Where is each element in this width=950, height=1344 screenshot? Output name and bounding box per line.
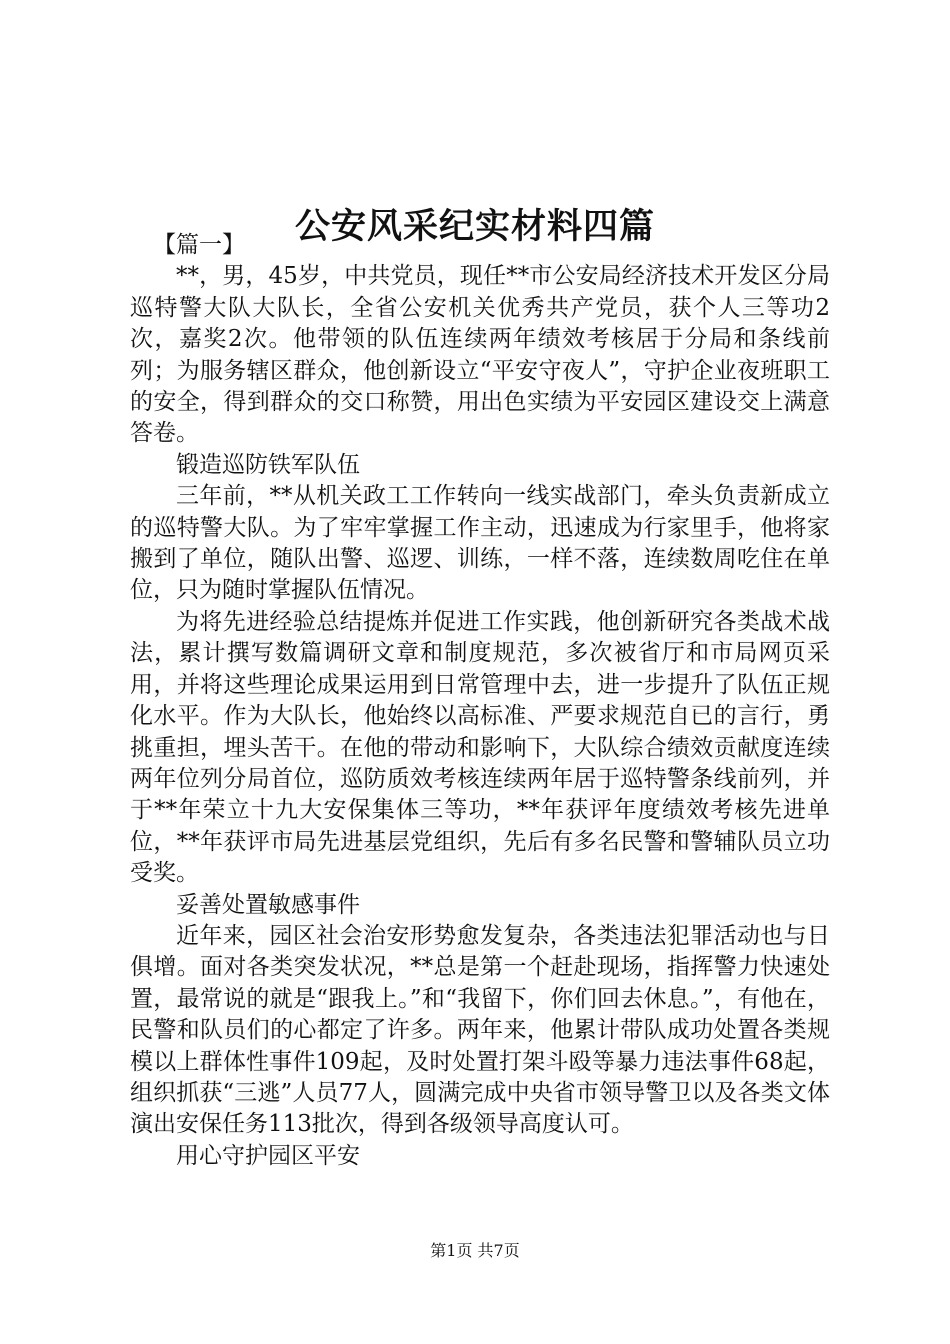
document-title: 公安风采纪实材料四篇 xyxy=(294,206,655,248)
body-paragraph-2: 为将先进经验总结提炼并促进工作实践，他创新研究各类战术战法，累计撰写数篇调研文章和制度规范，多次被省厅和市局网页采用，并将这些理论成果运用到日常管理中去，进一步提升了队伍正规化水平。作为大队长，他始终以高标准、严要求规范自已的言行，勇挑重担，埋头苦干。在他的带动和影响下，大队综合绩效贡献度连续两年位列分局首位，巡防质效考核连续两年居于巡特警条线前列，并于**年荣立十九大安保集体三等功，**年获评年度绩效考核先进单位，**年获评市局先进基层党组织，先后有多名民警和警辅队员立功受奖。 xyxy=(130,608,830,887)
section-label: 【篇一】 xyxy=(153,232,245,258)
section-heading-1: 锻造巡防铁军队伍 xyxy=(176,451,360,478)
body-paragraph-3: 近年来，园区社会治安形势愈发复杂，各类违法犯罪活动也与日俱增。面对各类突发状况，**总是第一个赶赴现场，指挥警力快速处置，最常说的就是“跟我上。”和“我留下，你们回去休息。”，有他在，民警和队员们的心都定了许多。两年来，他累计带队成功处置各类规模以上群体性事件109起，及时处置打架斗殴等暴力违法事件68起，组织抓获“三逃”人员77人，圆满完成中央省市领导警卫以及各类文体演出安保任务113批次，得到各级领导高度认可。 xyxy=(130,922,830,1138)
intro-paragraph: **，男，45岁，中共党员，现任**市公安局经济技术开发区分局巡特警大队大队长，全省公安机关优秀共产党员，获个人三等功2次，嘉奖2次。他带领的队伍连续两年绩效考核居于分局和条线前列；为服务辖区群众，他创新设立“平安守夜人”，守护企业夜班职工的安全，得到群众的交口称赞，用出色实绩为平安园区建设交上满意答卷。 xyxy=(130,263,830,447)
section-heading-2: 妥善处置敏感事件 xyxy=(176,891,360,918)
section-heading-3: 用心守护园区平安 xyxy=(176,1142,360,1169)
page-number-footer: 第1页 共7页 xyxy=(430,1241,520,1260)
body-paragraph-1: 三年前，**从机关政工工作转向一线实战部门，牵头负责新成立的巡特警大队。为了牢牢掌握工作主动，迅速成为行家里手，他将家搬到了单位，随队出警、巡逻、训练，一样不落，连续数周吃住在单位，只为随时掌握队伍情况。 xyxy=(130,483,830,604)
document-body xyxy=(130,230,830,1172)
